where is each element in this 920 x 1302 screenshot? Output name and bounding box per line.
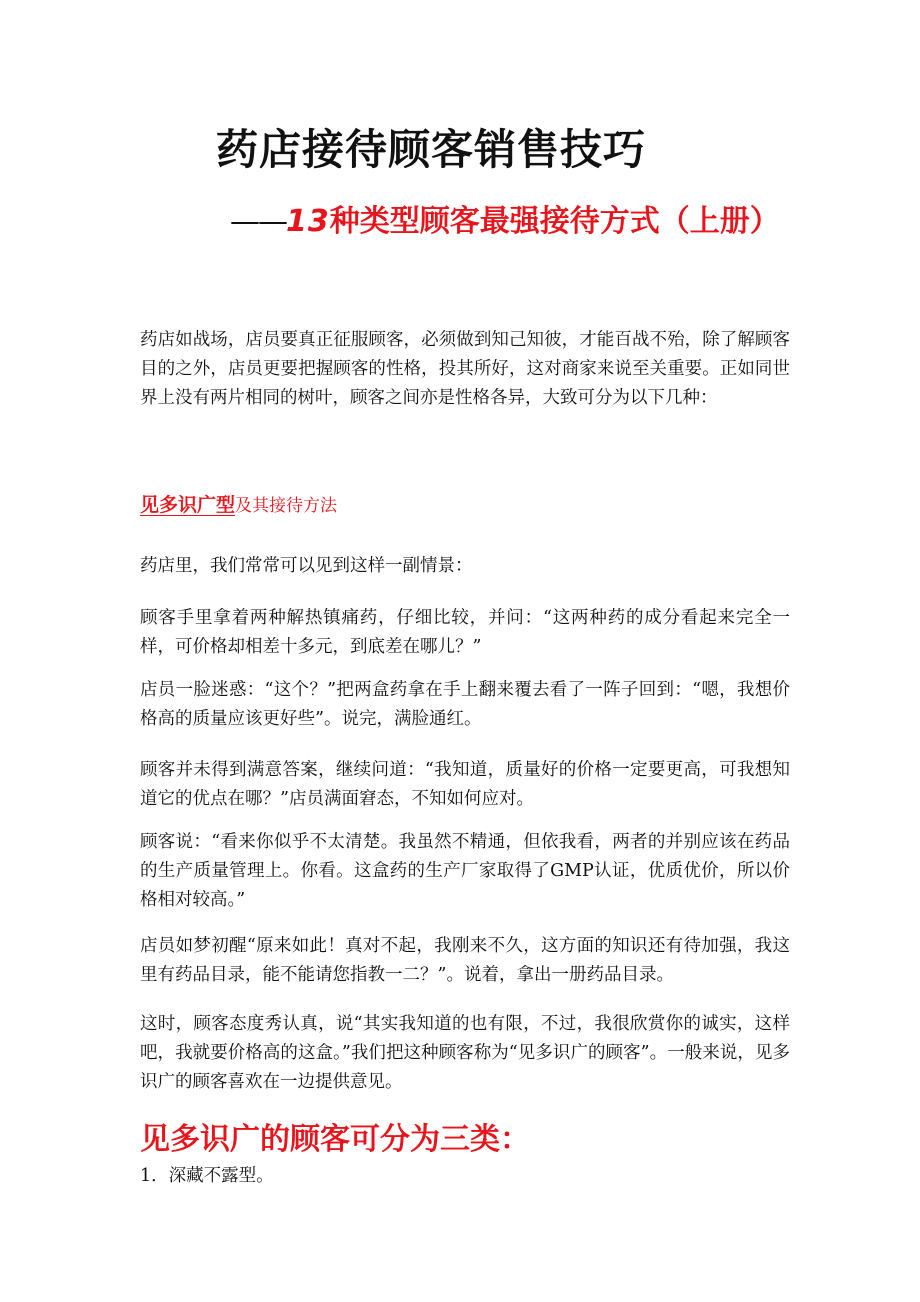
list-item-1: 1．深藏不露型。 [140, 1166, 274, 1186]
paragraph-6: 店员如梦初醒“原来如此！真对不起，我刚来不久，这方面的知识还有待加强，我这里有药品目录，能不能请您指教一二？”。说着，拿出一册药品目录。 [140, 936, 790, 985]
paragraph-5: 顾客说：“看来你似乎不太清楚。我虽然不精通，但依我看，两者的并别应该在药品的生产质量管理上。你看。这盒药的生产厂家取得了GMP认证，优质优价，所以价格相对较高。” [140, 832, 790, 910]
paragraph-7: 这时，顾客态度秀认真，说“其实我知道的也有限，不过，我很欣赏你的诚实，这样吧，我就要价格高的这盒。”我们把这种顾客称为“见多识广的顾客”。一般来说，见多识广的顾客喜欢在一边提供意见。 [140, 1014, 790, 1092]
subtitle-text: 种类型顾客最强接待方式（上册） [329, 204, 780, 239]
paragraph-2: 顾客手里拿着两种解热镇痛药，仔细比较，并问：“这两种药的成分看起来完全一样，可价格却相差十多元，到底差在哪儿？” [140, 608, 790, 657]
section-heading-1-bold: 见多识广型 [140, 494, 236, 516]
paragraph-1: 药店里，我们常常可以见到这样一副情景： [140, 556, 473, 576]
section-heading-1 [140, 490, 337, 521]
intro-paragraph: 药店如战场，店员要真正征服顾客，必须做到知己知彼，才能百战不殆，除了解顾客目的之外，店员更要把握顾客的性格，投其所好，这对商家来说至关重要。正如同世界上没有两片相同的树叶，顾客之间亦是性格各异，大致可分为以下几种： [140, 330, 790, 408]
subtitle-number: 13 [286, 204, 330, 239]
subtitle-dash: —— [230, 204, 286, 239]
paragraph-3: 店员一脸迷惑：“这个？”把两盒药拿在手上翻来覆去看了一阵子回到：“嗯，我想价格高的质量应该更好些”。说完，满脸通红。 [140, 680, 790, 729]
document-subtitle [230, 200, 780, 244]
document-title: 药店接待顾客销售技巧 [216, 125, 647, 174]
section-heading-1-rest: 及其接待方法 [235, 496, 338, 516]
paragraph-4: 顾客并未得到满意答案，继续问道：“我知道，质量好的价格一定要更高，可我想知道它的优点在哪？”店员满面窘态，不知如何应对。 [140, 760, 790, 809]
section-heading-2: 见多识广的顾客可分为三类： [140, 1122, 530, 1157]
